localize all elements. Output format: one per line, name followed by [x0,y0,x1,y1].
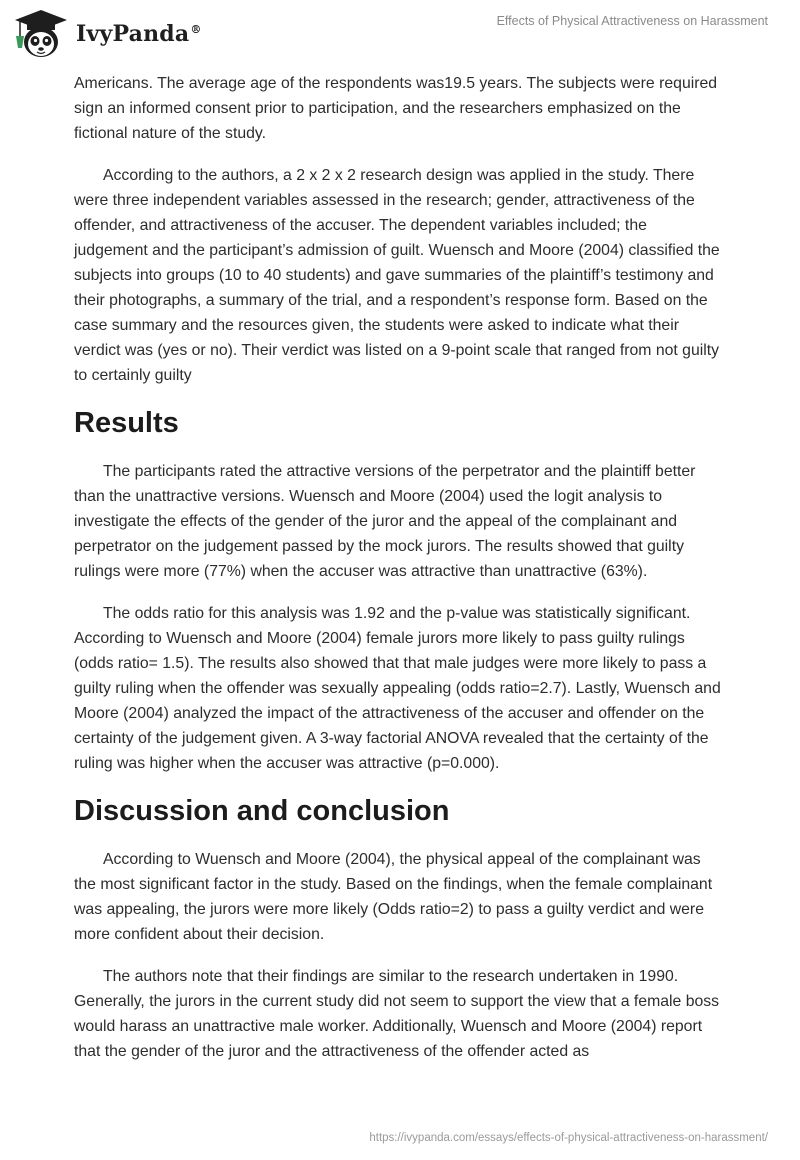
document-title: Effects of Physical Attractiveness on Harassment [496,14,768,28]
page-header [0,0,800,70]
brand-name [76,21,202,47]
heading-results: Results [74,407,179,439]
paragraph-discussion-1: According to Wuensch and Moore (2004), the physical appeal of the complainant was the most significant factor in the study. Based on the findings, when the female complainant was appealing, the jurors were more likely (Odds ratio=2) to pass a guilty verdict and were more confident about their decision. [74,851,713,943]
paragraph-intro: Americans. The average age of the respondents was19.5 years. The subjects were required sign an informed consent prior to participation, and the researchers emphasized on the fictional nature of the study. [74,75,718,142]
paragraph-results-2: The odds ratio for this analysis was 1.92 and the p-value was statistically significant. According to Wuensch and Moore (2004) female jurors more likely to pass guilty rulings (odds ratio= 1.5). The results also showed that that male judges were more likely to pass a guilty ruling when the offender was sexually appealing (odds ratio=2.7). Lastly, Wuensch and Moore (2004) analyzed the impact of the attractiveness of the accuser and offender on the certainty of the judgement given. A 3-way factorial ANOVA revealed that the certainty of the ruling was higher when the accuser was attractive (p=0.000). [74,605,721,772]
panda-graduate-icon [12,8,70,60]
essay-body [74,71,724,1081]
paragraph-results-1: The participants rated the attractive versions of the perpetrator and the plaintiff better than the unattractive versions. Wuensch and Moore (2004) used the logit analysis to investigate the effects of the gender of the juror and the appeal of the complainant and perpetrator on the judgement passed by the mock jurors. The results showed that guilty rulings were more (77%) when the accuser was attractive than unattractive (63%). [74,463,696,580]
source-url-link[interactable]: https://ivypanda.com/essays/effects-of-physical-attractiveness-on-harassment/ [369,1132,768,1144]
registered-mark: ® [190,22,202,36]
brand-logo[interactable] [12,8,202,60]
heading-discussion: Discussion and conclusion [74,795,450,827]
paragraph-discussion-2: The authors note that their findings are similar to the research undertaken in 1990. Generally, the jurors in the current study did not seem to support the view that a female boss would harass an unattractive male worker. Additionally, Wuensch and Moore (2004) report that the gender of the juror and the attractiveness of the offender acted as [74,968,720,1060]
paragraph-design: According to the authors, a 2 x 2 x 2 research design was applied in the study. There were three independent variables assessed in the research; gender, attractiveness of the offender, and attractiveness of the accuser. The dependent variables included; the judgement and the participant’s admission of guilt. Wuensch and Moore (2004) classified the subjects into groups (10 to 40 students) and gave summaries of the plaintiff’s testimony and their photographs, a summary of the trial, and a respondent’s response form. Based on the case summary and the resources given, the students were asked to indicate what their verdict was (yes or no). Their verdict was listed on a 9-point scale that ranged from not guilty to certainly guilty [74,167,720,384]
brand-name-text: IvyPanda [76,21,190,47]
